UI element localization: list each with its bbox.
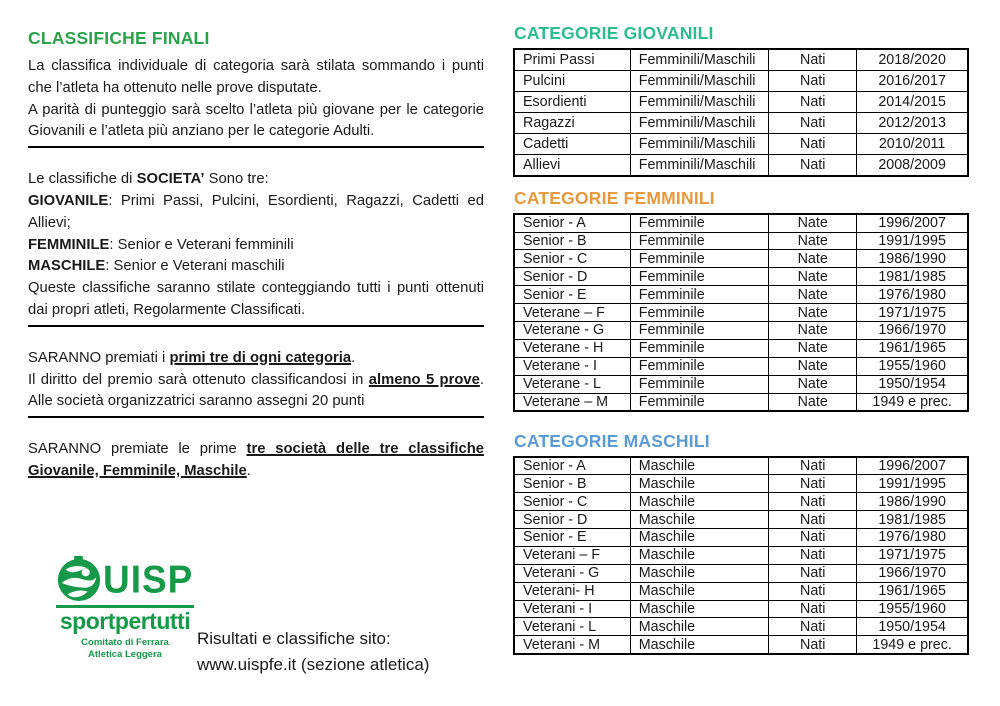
table-cell: 1949 e prec. [857, 636, 968, 654]
table-cell: 1981/1985 [857, 268, 968, 286]
table-title: CATEGORIE FEMMINILI [514, 188, 715, 209]
text-segment: almeno 5 prove [368, 371, 480, 388]
category-table-section [513, 431, 969, 655]
table-cell: Nati [769, 600, 857, 618]
table-cell: Nate [769, 232, 857, 250]
table-cell: Femminile [630, 286, 768, 304]
text-segment: SARANNO premiate le prime [28, 441, 247, 458]
table-cell: Nate [769, 321, 857, 339]
table-cell: Femminile [630, 375, 768, 393]
table-cell: Nati [769, 528, 857, 546]
table-row [514, 91, 968, 112]
text-segment: primi tre di ogni categoria [169, 349, 352, 366]
table-cell: Femminili/Maschili [630, 49, 768, 70]
body-text [28, 56, 484, 483]
table-cell: Nate [769, 304, 857, 322]
table-cell: Nati [769, 546, 857, 564]
table-cell: Nati [769, 155, 857, 176]
paragraph [28, 370, 484, 414]
table-row [514, 600, 968, 618]
table-cell: Veterane - H [514, 339, 630, 357]
table-cell: Nati [769, 511, 857, 529]
text-segment: . [246, 462, 251, 479]
text-segment: GIOVANILE [28, 192, 109, 209]
table-cell: Femminile [630, 214, 768, 232]
text-section [28, 348, 484, 418]
table-cell: 1996/2007 [857, 214, 968, 232]
table-cell: 1961/1965 [857, 339, 968, 357]
table-cell: Veterani - G [514, 564, 630, 582]
table-cell: Femminile [630, 268, 768, 286]
table-cell: 2008/2009 [857, 155, 968, 176]
table-row [514, 321, 968, 339]
table-cell: Femminili/Maschili [630, 155, 768, 176]
table-row [514, 268, 968, 286]
table-cell: Senior - D [514, 268, 630, 286]
table-cell: 1950/1954 [857, 375, 968, 393]
table-row [514, 286, 968, 304]
table-cell: Maschile [630, 618, 768, 636]
table-cell: Nate [769, 357, 857, 375]
table-row [514, 70, 968, 91]
category-table [513, 456, 969, 655]
text-segment: Le classifiche di [28, 171, 137, 188]
table-cell: Femminili/Maschili [630, 70, 768, 91]
text-segment: . Alle società organizzatrici saranno assegni 20 punti [28, 371, 484, 410]
table-cell: Senior - A [514, 214, 630, 232]
table-cell: 1976/1980 [857, 528, 968, 546]
table-cell: Veterane - I [514, 357, 630, 375]
table-row [514, 528, 968, 546]
table-row [514, 232, 968, 250]
text-segment: MASCHILE [28, 258, 106, 275]
table-cell: Senior - B [514, 232, 630, 250]
table-cell: Maschile [630, 475, 768, 493]
table-cell: 1950/1954 [857, 618, 968, 636]
table-row [514, 564, 968, 582]
text-section [28, 439, 484, 483]
text-segment: tre società delle tre classifiche Giovanile, Femminile, Maschile [28, 441, 484, 479]
table-cell: Nati [769, 582, 857, 600]
table-cell: Femminile [630, 250, 768, 268]
table-cell: 1961/1965 [857, 582, 968, 600]
table-cell: Maschile [630, 564, 768, 582]
table-row [514, 49, 968, 70]
globe-athlete-icon [56, 556, 102, 602]
table-cell: Veterane - G [514, 321, 630, 339]
table-cell: Nati [769, 457, 857, 475]
table-cell: Nate [769, 250, 857, 268]
table-row [514, 134, 968, 155]
results-note-line2: www.uispfe.it (sezione atletica) [197, 655, 430, 674]
table-cell: Maschile [630, 582, 768, 600]
table-cell: Veterani - L [514, 618, 630, 636]
paragraph [28, 439, 484, 483]
text-segment: A parità di punteggio sarà scelto l’atleta più giovane per le categorie Giovanili e l’atleta più anziano per le categorie Adulti. [28, 101, 484, 140]
table-cell: Femminili/Maschili [630, 113, 768, 134]
paragraph [28, 169, 484, 191]
table-cell: Veterani - M [514, 636, 630, 654]
table-cell: Senior - B [514, 475, 630, 493]
text-section [28, 169, 484, 327]
table-cell: Primi Passi [514, 49, 630, 70]
logo-top-row [56, 556, 194, 602]
table-cell: Senior - A [514, 457, 630, 475]
table-cell: Nati [769, 113, 857, 134]
text-segment: SOCIETA’ [136, 171, 205, 188]
table-cell: 1955/1960 [857, 600, 968, 618]
table-cell: 2014/2015 [857, 91, 968, 112]
table-cell: Senior - E [514, 286, 630, 304]
table-cell: 1991/1995 [857, 232, 968, 250]
table-cell: 1986/1990 [857, 250, 968, 268]
table-cell: Cadetti [514, 134, 630, 155]
table-cell: Femminile [630, 321, 768, 339]
table-cell: Nati [769, 493, 857, 511]
table-cell: Femminile [630, 357, 768, 375]
text-segment: SARANNO premiati i [28, 349, 170, 366]
logo-tagline: sportpertutti [59, 608, 191, 634]
table-cell: Veterane – F [514, 304, 630, 322]
table-row [514, 375, 968, 393]
table-cell: Nate [769, 339, 857, 357]
text-segment: : Senior e Veterani maschili [105, 258, 285, 275]
table-cell: Maschile [630, 528, 768, 546]
logo-committee: Comitato di Ferrara [81, 637, 169, 649]
table-cell: Femminile [630, 393, 768, 411]
table-cell: Nati [769, 91, 857, 112]
table-row [514, 475, 968, 493]
table-cell: 1996/2007 [857, 457, 968, 475]
table-cell: Veterani - I [514, 600, 630, 618]
table-cell: Femminile [630, 339, 768, 357]
table-row [514, 304, 968, 322]
table-cell: Senior - E [514, 528, 630, 546]
table-cell: Nate [769, 393, 857, 411]
table-cell: Nate [769, 375, 857, 393]
table-cell: 1976/1980 [857, 286, 968, 304]
table-cell: 1966/1970 [857, 321, 968, 339]
left-column [28, 28, 484, 504]
logo-org-text: UISP [103, 557, 194, 601]
table-row [514, 214, 968, 232]
table-row [514, 339, 968, 357]
table-cell: 1971/1975 [857, 304, 968, 322]
table-row [514, 393, 968, 411]
uisp-logo [56, 556, 194, 660]
category-table-section [513, 188, 969, 412]
table-cell: 1955/1960 [857, 357, 968, 375]
table-cell: 2016/2017 [857, 70, 968, 91]
table-cell: 1986/1990 [857, 493, 968, 511]
category-table [513, 213, 969, 412]
table-cell: 1991/1995 [857, 475, 968, 493]
paragraph [28, 348, 484, 370]
table-cell: Maschile [630, 546, 768, 564]
paragraph [28, 100, 484, 144]
table-cell: 1949 e prec. [857, 393, 968, 411]
table-cell: 1971/1975 [857, 546, 968, 564]
table-cell: Nati [769, 134, 857, 155]
results-note-line1: Risultati e classifiche sito: [197, 629, 391, 648]
text-segment: Sono tre: [204, 171, 269, 188]
table-cell: Veterane - L [514, 375, 630, 393]
table-cell: Nati [769, 564, 857, 582]
table-row [514, 457, 968, 475]
results-note [197, 626, 429, 678]
table-cell: Nati [769, 636, 857, 654]
table-cell: Ragazzi [514, 113, 630, 134]
table-cell: Allievi [514, 155, 630, 176]
table-cell: Nati [769, 618, 857, 636]
table-cell: Femminili/Maschili [630, 134, 768, 155]
table-title: CATEGORIE GIOVANILI [514, 23, 714, 43]
table-cell: Maschile [630, 600, 768, 618]
table-row [514, 493, 968, 511]
table-cell: Esordienti [514, 91, 630, 112]
category-table [513, 48, 969, 177]
text-segment: Il diritto del premio sarà ottenuto classificandosi in [28, 371, 369, 388]
paragraph [28, 278, 484, 322]
text-section [28, 56, 484, 148]
table-cell: Nati [769, 475, 857, 493]
table-cell: Senior - D [514, 511, 630, 529]
table-cell: 2012/2013 [857, 113, 968, 134]
page-title: CLASSIFICHE FINALI [28, 28, 210, 48]
category-table-section [513, 23, 969, 177]
table-row [514, 618, 968, 636]
table-row [514, 155, 968, 176]
paragraph [28, 256, 484, 278]
paragraph [28, 191, 484, 235]
table-row [514, 511, 968, 529]
text-segment: FEMMINILE [28, 236, 110, 253]
table-cell: Maschile [630, 457, 768, 475]
table-cell: Maschile [630, 511, 768, 529]
table-cell: Femminile [630, 304, 768, 322]
table-cell: Senior - C [514, 250, 630, 268]
table-cell: Senior - C [514, 493, 630, 511]
table-cell: Femminile [630, 232, 768, 250]
table-cell: 1981/1985 [857, 511, 968, 529]
table-cell: Veterani- H [514, 582, 630, 600]
table-cell: Nati [769, 49, 857, 70]
table-cell: Femminili/Maschili [630, 91, 768, 112]
paragraph [28, 56, 484, 100]
table-cell: Nati [769, 70, 857, 91]
text-segment: : Senior e Veterani femminili [109, 236, 294, 253]
table-cell: Maschile [630, 493, 768, 511]
table-cell: Pulcini [514, 70, 630, 91]
text-segment: : Primi Passi, Pulcini, Esordienti, Ragazzi, Cadetti ed Allievi; [28, 192, 484, 231]
table-row [514, 636, 968, 654]
paragraph [28, 235, 484, 257]
table-row [514, 546, 968, 564]
table-cell: Maschile [630, 636, 768, 654]
logo-discipline: Atletica Leggera [88, 648, 162, 660]
right-column [513, 23, 969, 655]
table-cell: Nate [769, 268, 857, 286]
table-cell: 1966/1970 [857, 564, 968, 582]
table-cell: Nate [769, 214, 857, 232]
text-segment: La classifica individuale di categoria sarà stilata sommando i punti che l’atleta ha ottenuto nelle prove disputate. [28, 58, 484, 96]
text-segment: . [351, 349, 356, 366]
table-row [514, 582, 968, 600]
table-row [514, 113, 968, 134]
table-cell: 2018/2020 [857, 49, 968, 70]
table-cell: 2010/2011 [857, 134, 968, 155]
table-row [514, 357, 968, 375]
table-title: CATEGORIE MASCHILI [514, 430, 710, 451]
table-cell: Veterani – F [514, 546, 630, 564]
table-row [514, 250, 968, 268]
table-cell: Veterane – M [514, 393, 630, 411]
text-segment: Queste classifiche saranno stilate conteggiando tutti i punti ottenuti dai propri atleti, Regolarmente Classificati. [28, 280, 484, 318]
table-cell: Nate [769, 286, 857, 304]
